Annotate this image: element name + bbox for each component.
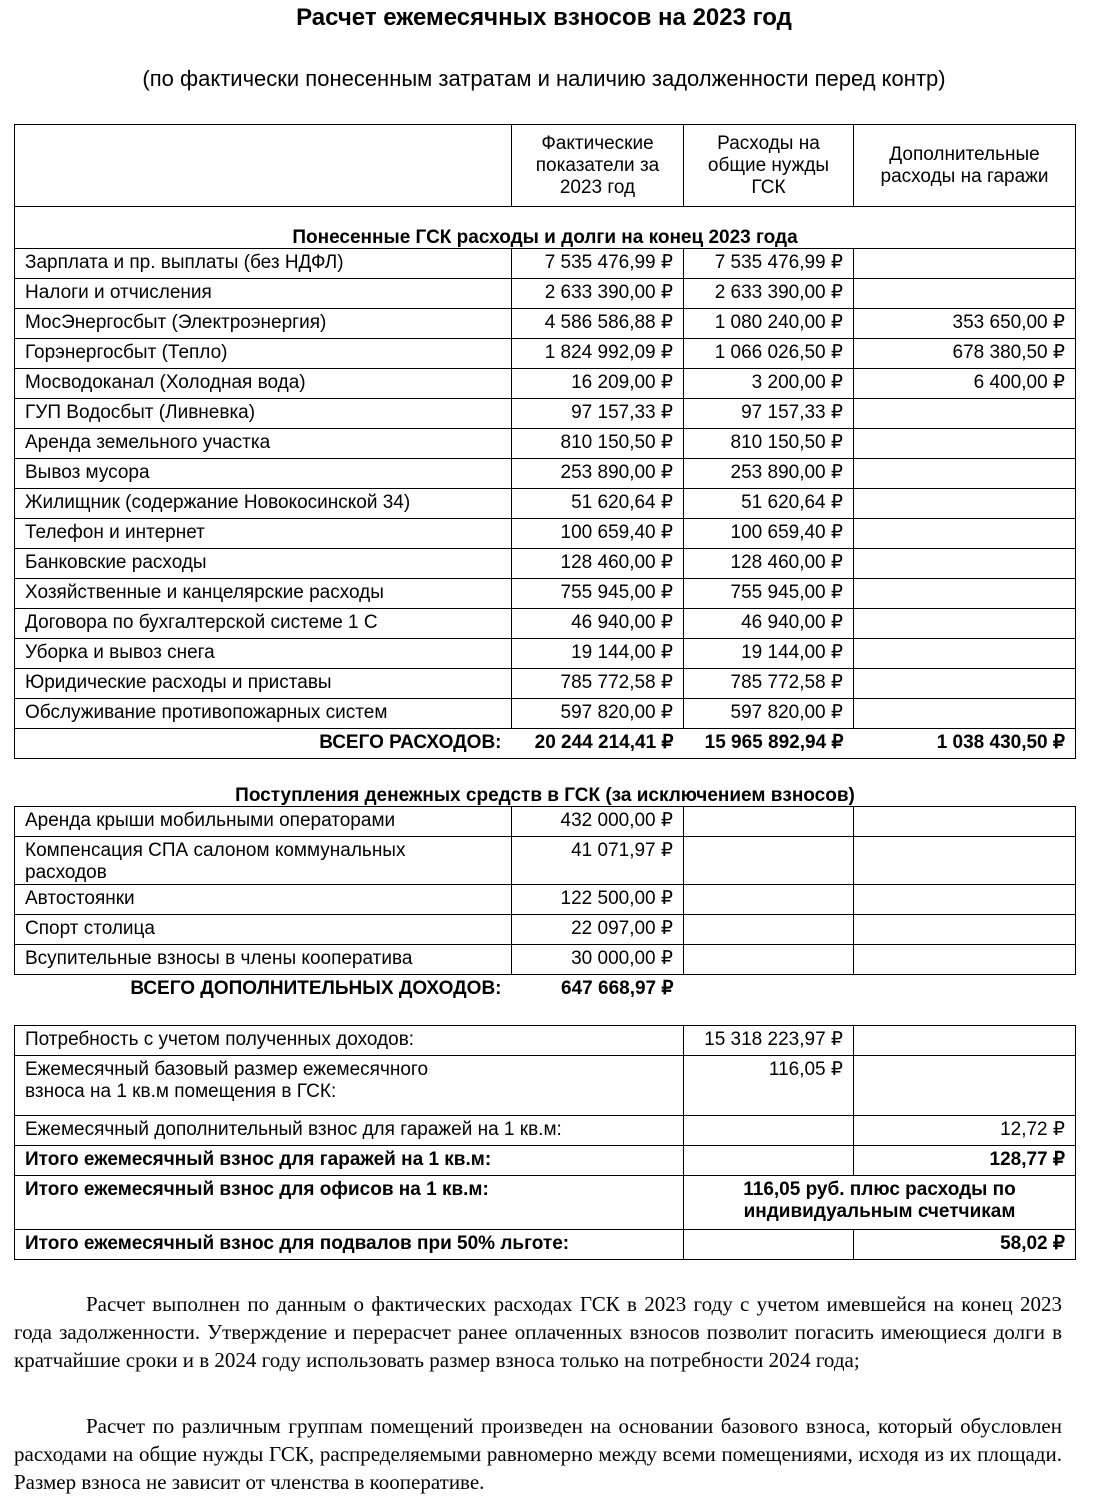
expense-garage xyxy=(854,249,1076,279)
expense-row xyxy=(15,369,1076,399)
expense-actual: 16 209,00 ₽ xyxy=(512,369,684,399)
expense-name: Вывоз мусора xyxy=(15,459,512,489)
expenses-total-garage: 1 038 430,50 ₽ xyxy=(854,729,1076,759)
income-actual: 30 000,00 ₽ xyxy=(512,945,684,975)
expense-name: Налоги и отчисления xyxy=(15,279,512,309)
expense-common: 253 890,00 ₽ xyxy=(684,459,854,489)
income-name: Аренда крыши мобильными операторами xyxy=(15,807,512,837)
expense-garage xyxy=(854,429,1076,459)
expense-name: ГУП Водосбыт (Ливневка) xyxy=(15,399,512,429)
basement-empty xyxy=(684,1230,854,1260)
expense-name: Юридические расходы и приставы xyxy=(15,669,512,699)
expense-row xyxy=(15,279,1076,309)
expense-garage xyxy=(854,459,1076,489)
expense-common: 2 633 390,00 ₽ xyxy=(684,279,854,309)
expense-name: Хозяйственные и канцелярские расходы xyxy=(15,579,512,609)
expense-common: 810 150,50 ₽ xyxy=(684,429,854,459)
income-name: Компенсация СПА салоном коммунальных расходов xyxy=(15,837,512,885)
base-label: Ежемесячный базовый размер ежемесячного взноса на 1 кв.м помещения в ГСК: xyxy=(15,1056,684,1116)
expense-garage: 353 650,00 ₽ xyxy=(854,309,1076,339)
expense-row xyxy=(15,549,1076,579)
expense-name: Жилищник (содержание Новокосинской 34) xyxy=(15,489,512,519)
garage-add-empty xyxy=(684,1116,854,1146)
basement-label: Итого ежемесячный взнос для подвалов при 50% льготе: xyxy=(15,1230,684,1260)
income-total-empty1 xyxy=(684,975,854,1005)
income-empty-garage xyxy=(854,837,1076,885)
expense-row xyxy=(15,309,1076,339)
income-actual: 22 097,00 ₽ xyxy=(512,915,684,945)
expense-common: 51 620,64 ₽ xyxy=(684,489,854,519)
expense-row xyxy=(15,429,1076,459)
income-empty-garage xyxy=(854,807,1076,837)
expense-name: Аренда земельного участка xyxy=(15,429,512,459)
expense-name: МосЭнергосбыт (Электроэнергия) xyxy=(15,309,512,339)
page-subtitle: (по фактически понесенным затратам и наличию задолженности перед контр) xyxy=(142,66,946,91)
income-empty-common xyxy=(684,915,854,945)
expense-actual: 128 460,00 ₽ xyxy=(512,549,684,579)
income-name: Всупительные взносы в члены кооператива xyxy=(15,945,512,975)
expense-garage xyxy=(854,399,1076,429)
summary-row-garage-add xyxy=(15,1116,1076,1146)
expense-row xyxy=(15,639,1076,669)
expense-garage xyxy=(854,579,1076,609)
income-empty-common xyxy=(684,837,854,885)
expense-name: Обслуживание противопожарных систем xyxy=(15,699,512,729)
income-row xyxy=(15,807,1076,837)
expense-common: 46 940,00 ₽ xyxy=(684,609,854,639)
expense-garage xyxy=(854,699,1076,729)
summary-row-garage-total xyxy=(15,1146,1076,1176)
paragraph-1: Расчет выполнен по данным о фактических расходах ГСК в 2023 году с учетом имевшейся на конец 2023 года задолженности. Утверждение и перерасчет ранее оплаченных взносов позволит погасить имеющиеся долги в кратчайшие сроки и в 2024 году использовать размер взноса только на потребности 2024 года; xyxy=(14,1292,1062,1372)
expenses-total-row xyxy=(15,729,1076,759)
summary-row-base xyxy=(15,1056,1076,1116)
expense-row xyxy=(15,519,1076,549)
expenses-section-title: Понесенные ГСК расходы и долги на конец 2023 года xyxy=(15,207,1076,249)
need-empty xyxy=(854,1026,1076,1056)
expense-row xyxy=(15,399,1076,429)
expenses-section-row xyxy=(15,207,1076,249)
need-label: Потребность с учетом полученных доходов: xyxy=(15,1026,684,1056)
expense-actual: 100 659,40 ₽ xyxy=(512,519,684,549)
office-label: Итого ежемесячный взнос для офисов на 1 кв.м: xyxy=(15,1176,684,1230)
expense-garage xyxy=(854,639,1076,669)
expense-common: 1 080 240,00 ₽ xyxy=(684,309,854,339)
expense-row xyxy=(15,609,1076,639)
expense-garage: 6 400,00 ₽ xyxy=(854,369,1076,399)
expense-common: 755 945,00 ₽ xyxy=(684,579,854,609)
expense-row xyxy=(15,459,1076,489)
income-actual: 122 500,00 ₽ xyxy=(512,885,684,915)
summary-table xyxy=(14,1025,1076,1260)
expense-garage xyxy=(854,519,1076,549)
expense-row xyxy=(15,249,1076,279)
expense-actual: 51 620,64 ₽ xyxy=(512,489,684,519)
expense-actual: 785 772,58 ₽ xyxy=(512,669,684,699)
expense-row xyxy=(15,339,1076,369)
summary-row-office xyxy=(15,1176,1076,1230)
expense-name: Мосводоканал (Холодная вода) xyxy=(15,369,512,399)
paragraph-2: Расчет по различным группам помещений произведен на основании базового взноса, который обусловлен расходами на общие нужды ГСК, распределяемыми равномерно между всеми помещениями, исходя из их площади. Размер взноса не зависит от членства в кооперативе. xyxy=(14,1414,1062,1494)
header-cell-empty xyxy=(15,125,512,207)
expense-actual: 97 157,33 ₽ xyxy=(512,399,684,429)
expense-garage: 678 380,50 ₽ xyxy=(854,339,1076,369)
expense-name: Зарплата и пр. выплаты (без НДФЛ) xyxy=(15,249,512,279)
expense-common: 100 659,40 ₽ xyxy=(684,519,854,549)
expense-actual: 597 820,00 ₽ xyxy=(512,699,684,729)
expense-name: Телефон и интернет xyxy=(15,519,512,549)
income-empty-garage xyxy=(854,915,1076,945)
expense-common: 19 144,00 ₽ xyxy=(684,639,854,669)
income-total-empty2 xyxy=(854,975,1076,1005)
basement-value: 58,02 ₽ xyxy=(854,1230,1076,1260)
income-empty-garage xyxy=(854,945,1076,975)
expense-row xyxy=(15,699,1076,729)
garage-add-value: 12,72 ₽ xyxy=(854,1116,1076,1146)
expense-actual: 253 890,00 ₽ xyxy=(512,459,684,489)
income-total-row xyxy=(15,975,1076,1005)
expense-common: 597 820,00 ₽ xyxy=(684,699,854,729)
expense-common: 3 200,00 ₽ xyxy=(684,369,854,399)
income-empty-common xyxy=(684,807,854,837)
expense-actual: 1 824 992,09 ₽ xyxy=(512,339,684,369)
need-value: 15 318 223,97 ₽ xyxy=(684,1026,854,1056)
header-common: Расходы на общие нужды ГСК xyxy=(684,125,854,207)
header-actual: Фактические показатели за 2023 год xyxy=(512,125,684,207)
income-section-row xyxy=(15,759,1076,807)
expense-name: Уборка и вывоз снега xyxy=(15,639,512,669)
income-empty-garage xyxy=(854,885,1076,915)
expense-name: Горэнергосбыт (Тепло) xyxy=(15,339,512,369)
expense-actual: 755 945,00 ₽ xyxy=(512,579,684,609)
garage-add-label: Ежемесячный дополнительный взнос для гаражей на 1 кв.м: xyxy=(15,1116,684,1146)
garage-total-empty xyxy=(684,1146,854,1176)
summary-row-basement xyxy=(15,1230,1076,1260)
expense-actual: 2 633 390,00 ₽ xyxy=(512,279,684,309)
expense-garage xyxy=(854,609,1076,639)
expense-actual: 4 586 586,88 ₽ xyxy=(512,309,684,339)
income-section-title: Поступления денежных средств в ГСК (за исключением взносов) xyxy=(235,785,855,806)
expense-actual: 19 144,00 ₽ xyxy=(512,639,684,669)
expense-actual: 7 535 476,99 ₽ xyxy=(512,249,684,279)
income-row xyxy=(15,837,1076,885)
table-header-row xyxy=(15,125,1076,207)
expense-common: 128 460,00 ₽ xyxy=(684,549,854,579)
expense-name: Банковские расходы xyxy=(15,549,512,579)
expense-actual: 46 940,00 ₽ xyxy=(512,609,684,639)
income-name: Спорт столица xyxy=(15,915,512,945)
expense-garage xyxy=(854,669,1076,699)
expense-row xyxy=(15,669,1076,699)
income-actual: 41 071,97 ₽ xyxy=(512,837,684,885)
income-actual: 432 000,00 ₽ xyxy=(512,807,684,837)
header-garage: Дополнительные расходы на гаражи xyxy=(854,125,1076,207)
expense-garage xyxy=(854,549,1076,579)
income-total-actual: 647 668,97 ₽ xyxy=(561,978,674,999)
summary-row-need xyxy=(15,1026,1076,1056)
income-row xyxy=(15,885,1076,915)
income-row xyxy=(15,915,1076,945)
expenses-total-label: ВСЕГО РАСХОДОВ: xyxy=(15,729,512,759)
expense-row xyxy=(15,579,1076,609)
garage-total-label: Итого ежемесячный взнос для гаражей на 1 кв.м: xyxy=(15,1146,684,1176)
income-empty-common xyxy=(684,885,854,915)
page-title: Расчет ежемесячных взносов на 2023 год xyxy=(296,4,792,31)
office-value: 116,05 руб. плюс расходы по индивидуальным счетчикам xyxy=(684,1176,1076,1230)
expense-garage xyxy=(854,279,1076,309)
expense-common: 785 772,58 ₽ xyxy=(684,669,854,699)
expense-common: 97 157,33 ₽ xyxy=(684,399,854,429)
income-name: Автостоянки xyxy=(15,885,512,915)
income-total-label: ВСЕГО ДОПОЛНИТЕЛЬНЫХ ДОХОДОВ: xyxy=(130,978,502,999)
expenses-total-common: 15 965 892,94 ₽ xyxy=(684,729,854,759)
expenses-total-actual: 20 244 214,41 ₽ xyxy=(512,729,684,759)
expense-name: Договора по бухгалтерской системе 1 С xyxy=(15,609,512,639)
expense-common: 1 066 026,50 ₽ xyxy=(684,339,854,369)
expense-actual: 810 150,50 ₽ xyxy=(512,429,684,459)
base-empty xyxy=(854,1056,1076,1116)
expenses-table xyxy=(14,124,1076,1005)
garage-total-value: 128,77 ₽ xyxy=(854,1146,1076,1176)
base-value: 116,05 ₽ xyxy=(684,1056,854,1116)
income-row xyxy=(15,945,1076,975)
expense-common: 7 535 476,99 ₽ xyxy=(684,249,854,279)
expense-row xyxy=(15,489,1076,519)
income-empty-common xyxy=(684,945,854,975)
expense-garage xyxy=(854,489,1076,519)
